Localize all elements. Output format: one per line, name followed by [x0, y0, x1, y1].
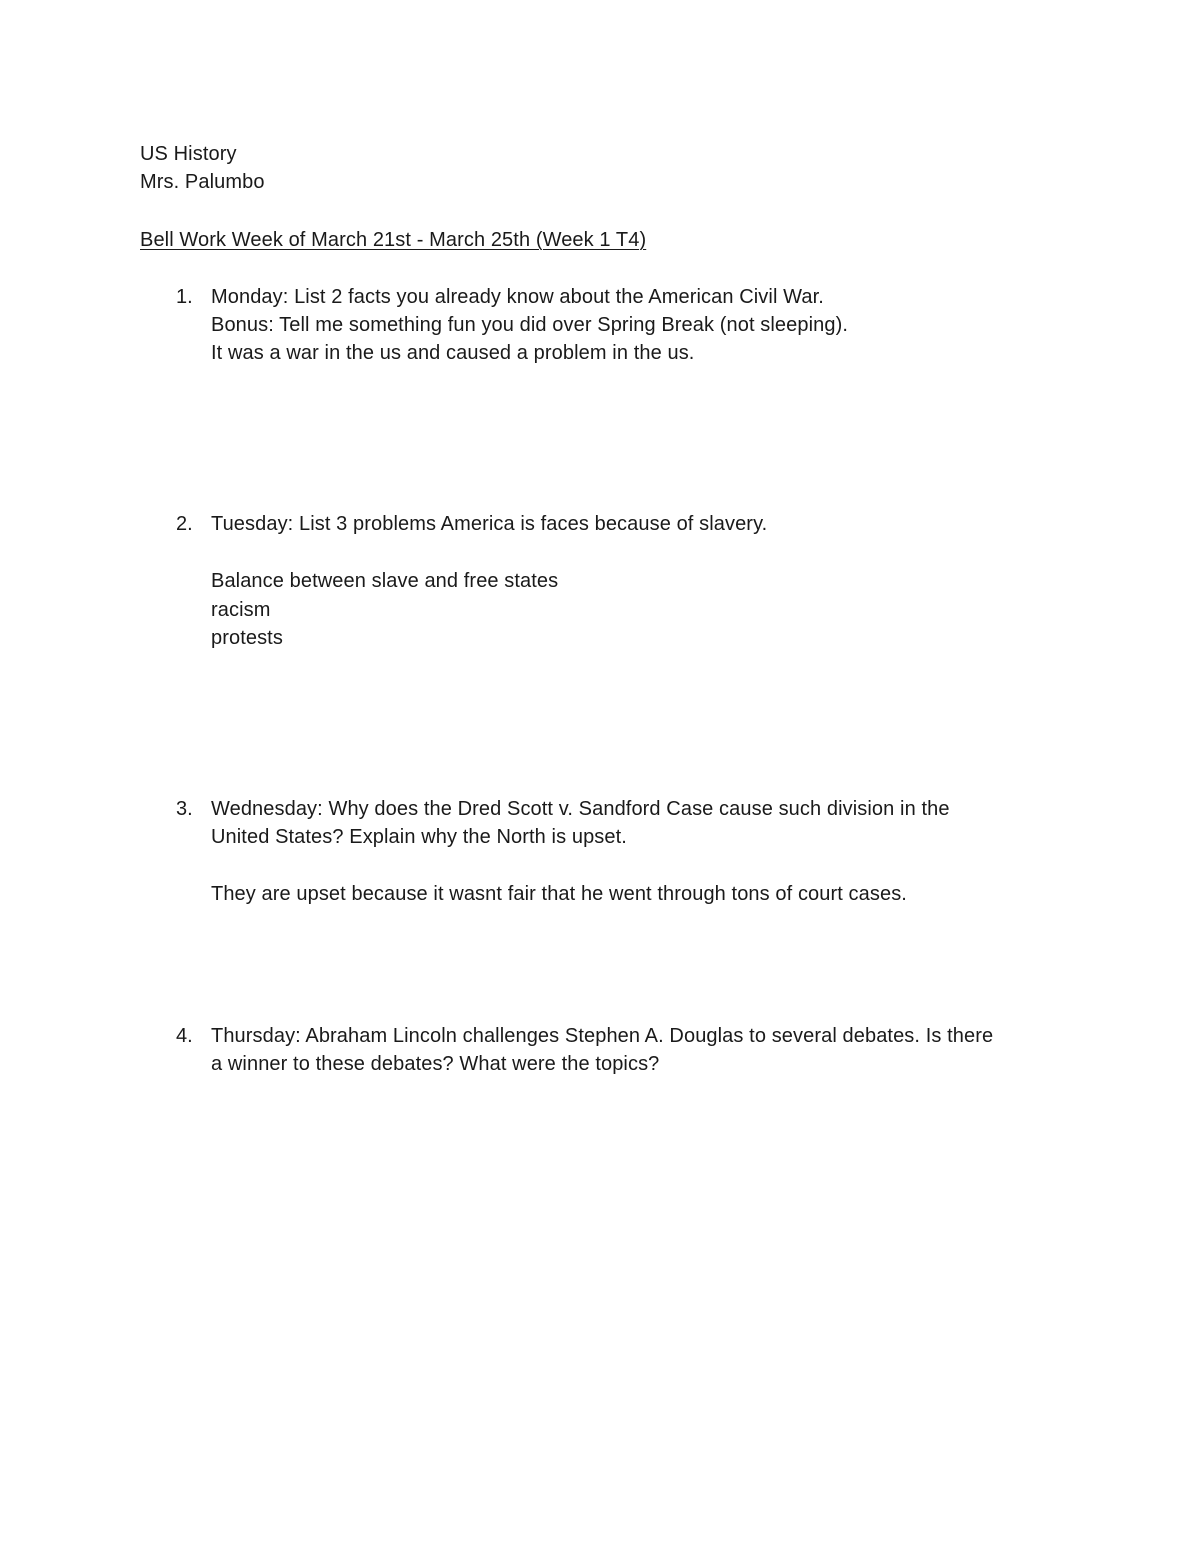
item-prompt-line: a winner to these debates? What were the topics?: [211, 1053, 660, 1075]
course-name: US History: [140, 143, 237, 165]
item-prompt-line: Wednesday: Why does the Dred Scott v. Sandford Case cause such division in the: [211, 798, 950, 820]
item-answer-line: It was a war in the us and caused a problem in the us.: [211, 342, 695, 364]
teacher-name: Mrs. Palumbo: [140, 171, 265, 193]
item-answer-line: protests: [211, 627, 283, 649]
item-number: 2.: [176, 513, 193, 535]
item-prompt-line: Thursday: Abraham Lincoln challenges Stephen A. Douglas to several debates. Is there: [211, 1025, 994, 1047]
document-title: Bell Work Week of March 21st - March 25th (Week 1 T4): [140, 229, 647, 251]
item-prompt-line: Tuesday: List 3 problems America is faces because of slavery.: [211, 513, 768, 535]
item-prompt-line: Monday: List 2 facts you already know about the American Civil War.: [211, 286, 824, 308]
item-prompt-line: Bonus: Tell me something fun you did over Spring Break (not sleeping).: [211, 314, 848, 336]
item-number: 1.: [176, 286, 193, 308]
item-answer-line: They are upset because it wasnt fair that he went through tons of court cases.: [211, 883, 907, 905]
item-number: 4.: [176, 1025, 193, 1047]
item-answer-line: racism: [211, 599, 271, 621]
item-answer-line: Balance between slave and free states: [211, 570, 559, 592]
item-number: 3.: [176, 798, 193, 820]
item-prompt-line: United States? Explain why the North is upset.: [211, 826, 627, 848]
